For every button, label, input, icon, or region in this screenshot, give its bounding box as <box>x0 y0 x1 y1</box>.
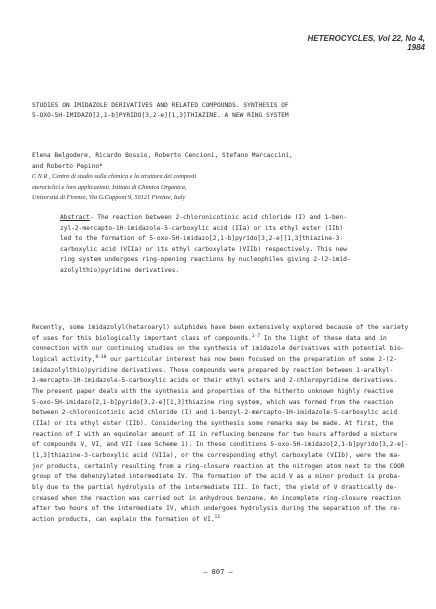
body-text-span: logical activity, <box>32 355 96 363</box>
body-text-span: of uses for this biologically important class of compounds. <box>32 334 252 342</box>
abstract-line: carboxylic acid (VIIa) or its ethyl carboxylate (VIIb) respectively. This new <box>60 245 347 253</box>
affiliation-line: Università di Firenze, Via G.Capponi 9, 50121 Firenze, Italy <box>32 194 186 201</box>
author-block <box>32 151 422 204</box>
abstract-line <box>60 213 420 224</box>
author-line: and Roberto Pepino* <box>32 162 103 170</box>
body-line: 2-mercapto-1H-imidazole-5-carboxylic acids or their ethyl esters and 2-chloropyridine derivatives. <box>32 377 398 385</box>
body-line: reaction of I with an equimolar amount of II in refluxing benzene for two hours afforded a mixture <box>32 430 398 438</box>
body-line: (IIa) or its ethyl ester (IIb). Considering the synthesis some remarks may be made. At first, the <box>32 419 394 427</box>
body-line: Recently, some imidazolyl(hetaroaryl) sulphides have been extensively explored because of the variety <box>32 324 409 331</box>
journal-header: HETEROCYCLES, Vol 22, No 4, 1984 <box>307 34 425 52</box>
body-line: The present paper deals with the synthesis and properties of the hitherto unknown highly reactive <box>32 387 394 395</box>
body-line: group of the dehenzylated intermediate IV. The formation of the acid V as a minor product is proba- <box>32 473 401 481</box>
article-title <box>32 101 422 121</box>
body-line: connection with our continuing studies on the synthesis of imidazole derivatives with potential bio- <box>32 345 405 353</box>
abstract-text: - The reaction between 2-chloronicotinic acid chloride (I) and 1-ben- <box>89 214 347 221</box>
abstract-line: zyl-2-mercapto-1H-imidazole-5-carboxylic acid (IIa) or its ethyl ester (IIb) <box>60 224 344 232</box>
citation-superscript: 11 <box>214 514 221 520</box>
body-line: bly due to the partial hydrolysis of the intermediate III. In fact, the yield of V drastically de- <box>32 483 398 491</box>
body-text-span: In the light of these data and in <box>260 334 387 342</box>
citation-superscript: 1-7 <box>251 333 261 339</box>
page-number: — 807 — <box>203 568 233 576</box>
abstract-line: azolylthio)pyridine derivatives. <box>60 266 180 274</box>
body-text-span: our particular interest has now been focused on the preparation of some 2-(2- <box>106 355 397 363</box>
body-line: creased when the reaction was carried out in anhydrous benzene. An incomplete ring-closure reaction <box>32 494 401 502</box>
citation-superscript: 8-10 <box>95 354 107 360</box>
affiliation-line: eterociclici e loro applicazioni. Istituto di Chimica Organica, <box>32 183 187 191</box>
body-line: imidazolylthio)pyridine derivatives. Those compounds were prepared by reaction between 1-aralkyl- <box>32 366 394 374</box>
body-line: jor products, certainly resulting from a ring-closure reaction at the nitrogen atom next to the COOR <box>32 462 405 470</box>
title-line: 5-OXO-5H-IMIDAZO[2,1-b]PYRIDO[3,2-e][1,3]THIAZINE. A NEW RING SYSTEM <box>32 112 289 119</box>
abstract <box>60 213 420 277</box>
body-line: between 2-chloronicotinic acid chloride (I) and 1-benzyl-2-mercapto-1H-imidazole-5-carboxylic acid <box>32 409 398 417</box>
affiliation-line: C N R , Centro di studio sulla chimica e la struttura dei composti <box>32 173 197 180</box>
author-line: Elena Belgodere, Ricardo Bossio, Roberto Cencioni, Stefano Marcaccini, <box>32 152 293 159</box>
body-line: [1,3]thiazine-3-carboxylic acid (VIIa), or the corresponding ethyl carboxylate (VIIb), were the ma- <box>32 451 401 459</box>
body-line: 5-oxo-5H-imidazo[2,1-b]pyrido[3,2-e][1,3]thiazine ring system, which was formed from the reaction <box>32 398 394 406</box>
abstract-line: led to the formation of 5-oxo-5H-imidazo[2,1-b]pyrido[3,2-e][1,3]thiazine-3- <box>60 235 344 243</box>
body-line <box>32 355 426 366</box>
body-text <box>32 323 426 525</box>
body-line <box>32 515 426 526</box>
body-line <box>32 334 426 345</box>
body-line: after two hours of the intermediate IV, which undergoes hydrolysis during the separation of the re- <box>32 505 401 513</box>
title-line: STUDIES ON IMIDAZOLE DERIVATIVES AND RELATED COMPOUNDS. SYNTHESIS OF <box>32 102 289 109</box>
abstract-line: ring system undergoes ring-opening reactions by nucleophiles giving 2-(2-imid- <box>60 256 351 264</box>
body-line: of compounds V, VI, and VII (see Scheme 1). In these conditions 5-oxo-5H-imidazo[2,1-b]pyrido[3,2-e]- <box>32 441 409 449</box>
body-text-span: action products, can explain the formation of VI. <box>32 515 215 523</box>
abstract-label: Abstract <box>60 214 90 221</box>
